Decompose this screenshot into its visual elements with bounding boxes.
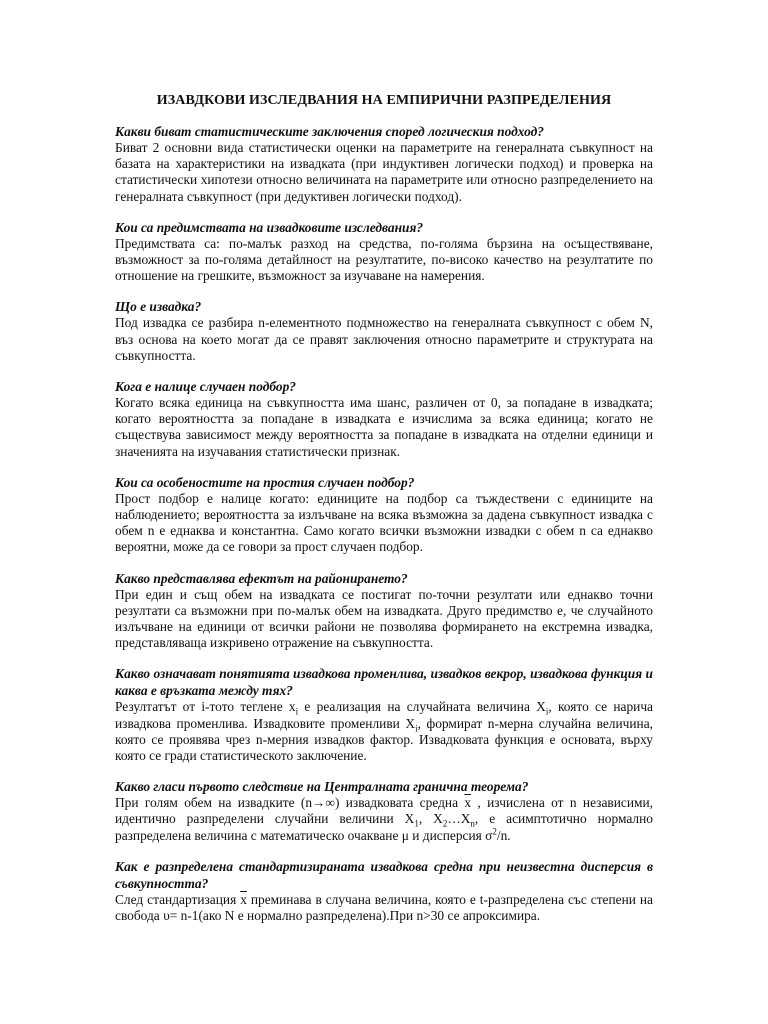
subscript: 1 <box>414 819 419 830</box>
section-regionalization-effect <box>115 570 653 652</box>
answer-text: Прост подбор е налице когато: единиците на подбор са тъждествени с единиците на наблюдението; вероятността за излъчване на всяка възможна за дадена съвкупност извадка с обем n е еднаква и константна. Само когато всички възможни извадки с обем n са еднакво вероятни, може да се говори за прост случаен подбор. <box>115 490 653 555</box>
section-statistical-conclusions <box>115 123 653 205</box>
answer-fragment: , изчислена от n независими, идентично разпределени случайни величини X <box>115 795 653 827</box>
subscript: i <box>295 707 299 718</box>
answer-fragment: След стандартизация <box>115 891 241 907</box>
section-central-limit-theorem <box>115 778 653 844</box>
answer-text: При един и същ обем на извадката се постигат по-точни резултати или еднакво точни резултати са възможни при по-малък обем на извадката. Друго предимство е, че случайното излъчване на единици от всички райони не позволява формирането на екстремна извадка, представляваща изкривено отражение на съвкупността. <box>115 586 653 651</box>
answer-fragment: При голям обем на извадките (n→∞) извадковата средна <box>115 795 465 811</box>
question-heading: Какво представлява ефектът на районирането? <box>115 570 408 586</box>
document-page <box>115 92 653 938</box>
answer-text: Биват 2 основни вида статистически оценки на параметрите на генералната съвкупност на базата на характеристики на извадката (при индуктивен логически подход) и проверка на статистически хипотези относно величината на параметрите или относно разпределението на генералната съвкупност (при дедуктивен логически подход). <box>115 140 653 204</box>
section-sample-advantages <box>115 219 653 285</box>
answer-text <box>115 795 653 844</box>
document-title: ИЗАВДКОВИ ИЗСЛЕДВАНИЯ НА ЕМПИРИЧНИ РАЗПРЕДЕЛЕНИЯ <box>156 93 612 108</box>
section-standardized-mean <box>115 858 653 924</box>
answer-fragment: Резултатът от i-тото теглене x <box>115 699 296 715</box>
question-heading: Кои са особеностите на простия случаен подбор? <box>115 474 415 490</box>
answer-fragment: /n. <box>496 827 511 843</box>
answer-fragment: …X <box>447 811 471 827</box>
answer-fragment: , която се нарича извадкова променлива. Извадковите променливи X <box>115 699 653 731</box>
subscript: 2 <box>442 819 448 830</box>
question-heading: Кои са предимствата на извадковите изследвания? <box>115 219 424 235</box>
answer-fragment: , формират n-мерна случайна величина, която се проявява чрез n-мерния извадков фактор. Извадковата функция е основата, върху която се гради статистическото заключение. <box>115 715 654 764</box>
answer-text: Предимствата са: по-малък разход на средства, по-голяма бързина на осъществяване, възможност за по-голяма детайлност на резултатите, по-високо качество на резултатите по отношение на грешките, възможност за изучаване на намерения. <box>115 235 653 284</box>
answer-text: Когато всяка единица на съвкупността има шанс, различен от 0, за попадане в извадката; когато вероятността за попадане в извадката е изчислима за всяка единица; когато не съществува зависимост между вероятността за попадане в извадката на отделни единици и значенията на изучавания статистически признак. <box>115 395 653 459</box>
subscript: i <box>415 723 418 734</box>
section-simple-random-selection <box>115 474 653 556</box>
superscript: 2 <box>492 826 497 837</box>
answer-text <box>115 699 653 764</box>
sample-mean-symbol: $\overline{x}$ <box>464 795 472 811</box>
question-heading: Как е разпределена стандартизираната извадкова средна при неизвестна дисперсия в съвкупността? <box>115 858 653 891</box>
question-heading: Кога е налице случаен подбор? <box>115 379 296 395</box>
question-heading: Какво гласи първото следствие на Централната гранична теорема? <box>115 779 529 795</box>
subscript: i <box>545 707 549 718</box>
question-heading: Какви биват статистическите заключения според логическия подход? <box>115 124 544 139</box>
question-heading: Какво означават понятията извадкова променлива, извадков векрор, извадкова функция и каква е връзката между тях? <box>115 666 653 699</box>
answer-fragment: , X <box>418 811 443 827</box>
answer-fragment: преминава в случана величина, която е t-разпределена със степени на свобода υ= n-1(ако N е нормално разпределена).При n>30 се апроксимира. <box>115 891 653 924</box>
question-heading: Що е извадка? <box>115 299 202 315</box>
section-random-selection <box>115 378 653 460</box>
answer-fragment: е реализация на случайната величина X <box>298 699 546 715</box>
answer-text <box>115 892 653 924</box>
section-what-is-sample <box>115 298 653 364</box>
answer-fragment: , е асимптотично нормално разпределена величина с математическо очакване μ и дисперсия σ <box>115 811 653 843</box>
section-sample-variable <box>115 665 653 764</box>
answer-text: Под извадка се разбира n-елементното подмножество на генералната съвкупност с обем N, въз основа на което могат да се правят заключения относно параметрите и структурата на съвкупността. <box>115 315 653 363</box>
sample-mean-symbol: $\overline{x}$ <box>240 891 247 907</box>
subscript: n <box>470 819 475 830</box>
